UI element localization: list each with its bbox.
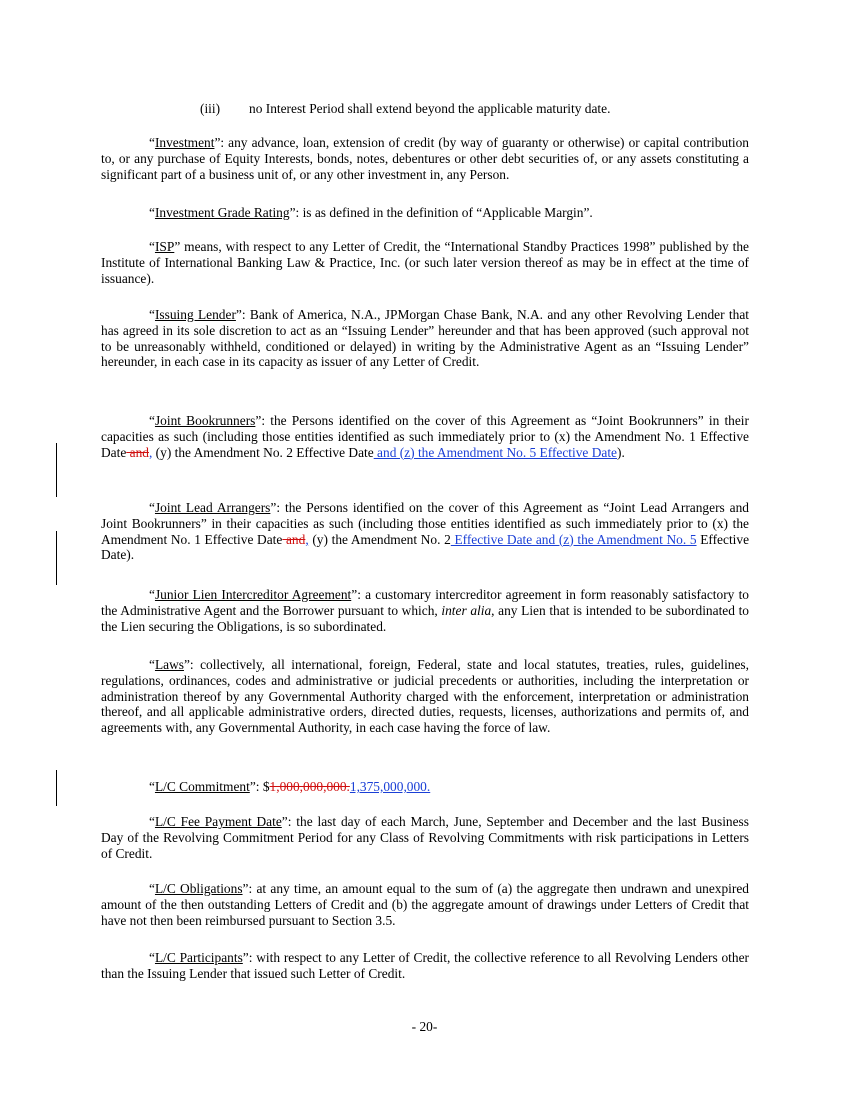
defined-term: ISP bbox=[154, 239, 175, 254]
definition-text: ”: collectively, all international, foreign, Federal, state and local statutes, treaties, rules, guidelines, regulations, ordinances, codes and administrative or judicial precedents or authorities, including the interpretation or administration thereof by any Governmental Authority charged with the enforcement, interpretation or administration thereof, and all applicable administrative orders, directed duties, requests, licenses, authorizations and permits of, and agreements with, any Governmental Authority, in each case having the force of law. bbox=[101, 657, 749, 736]
revision-bar bbox=[56, 443, 57, 497]
inserted-text: and (z) the Amendment No. 5 Effective Date bbox=[373, 444, 618, 460]
definition-text: ”: is as defined in the definition of “Applicable Margin”. bbox=[289, 205, 593, 220]
definition-isp: “ISP” means, with respect to any Letter of Credit, the “International Standby Practices 1998” published by the Institute of International Banking Law & Practice, Inc. (or such later version thereof as may be in effect at the time of issuance). bbox=[101, 239, 749, 286]
deleted-text: and bbox=[282, 531, 306, 547]
definition-joint-bookrunners: “Joint Bookrunners”: the Persons identified on the cover of this Agreement as “Joint Bookrunners” in their capacities as such (including those entities identified as such immediately prior to (x) the Amendment No. 1 Effective Date and, (y) the Amendment No. 2 Effective Date and (z) the Amendment No. 5 Effective Date). bbox=[101, 413, 749, 460]
revision-bar bbox=[56, 770, 57, 806]
page-number: - 20- bbox=[411, 1019, 438, 1034]
deleted-text: and bbox=[126, 444, 149, 460]
definition-text: ”: any advance, loan, extension of credit (by way of guaranty or otherwise) or capital contribution to, or any purchase of Equity Interests, bonds, notes, debentures or other debt securities of, or any assets constituting a significant part of a business unit of, or any other investment in, any Person. bbox=[101, 135, 749, 182]
defined-term: Investment bbox=[154, 135, 215, 150]
clause-number: (iii) bbox=[200, 101, 221, 116]
inserted-text: , bbox=[305, 531, 309, 547]
italic-text: inter alia bbox=[441, 602, 492, 618]
definition-lc-participants: “L/C Participants”: with respect to any Letter of Credit, the collective reference to all Revolving Lenders other than the Issuing Lender that issued such Letter of Credit. bbox=[101, 950, 750, 981]
definition-text: ”: the last day of each March, June, September and December and the last Business Day of the Revolving Commitment Period for any Class of Revolving Commitments with risk participations in Letters of Credit. bbox=[101, 814, 749, 861]
defined-term: Issuing Lender bbox=[154, 307, 236, 322]
revision-bar bbox=[56, 531, 57, 585]
inserted-text: , bbox=[148, 444, 153, 460]
definition-issuing-lender: “Issuing Lender”: Bank of America, N.A., JPMorgan Chase Bank, N.A. and any other Revolving Lender that has agreed in its sole discretion to act as an “Issuing Lender” hereunder and that has been approved (such approval not to be unreasonably withheld, conditioned or delayed) in writing by the Administrative Agent as an “Issuing Lender” hereunder, in each case in its capacity as issuer of any Letter of Credit. bbox=[101, 307, 749, 370]
defined-term: L/C Participants bbox=[154, 950, 243, 965]
definition-investment: “Investment”: any advance, loan, extension of credit (by way of guaranty or otherwise) or capital contribution to, or any purchase of Equity Interests, bonds, notes, debentures or other debt securities of, or any assets constituting a significant part of a business unit of, or any other investment in, any Person. bbox=[101, 135, 749, 182]
defined-term: Investment Grade Rating bbox=[154, 205, 290, 220]
definition-junior-lien-intercreditor-agreement: “Junior Lien Intercreditor Agreement”: a customary intercreditor agreement in form reasonably satisfactory to the Administrative Agent and the Borrower pursuant to which, inter alia, any Lien that is intended to be subordinated to the Lien securing the Obligations, is so subordinated. bbox=[101, 587, 749, 634]
deleted-text: 1,000,000,000. bbox=[269, 779, 350, 794]
definition-joint-lead-arrangers: “Joint Lead Arrangers”: the Persons identified on the cover of this Agreement as “Joint Lead Arrangers and Joint Bookrunners” in their capacities as such (including those entities identified as such immediately prior to (x) the Amendment No. 1 Effective Date and, (y) the Amendment No. 2 Effective Date and (z) the Amendment No. 5 Effective Date). bbox=[101, 500, 750, 563]
defined-term: L/C Fee Payment Date bbox=[154, 814, 282, 829]
clause-iii bbox=[200, 101, 760, 117]
inserted-text: 1,375,000,000. bbox=[349, 779, 431, 794]
inserted-text: Effective Date and (z) the Amendment No. 5 bbox=[450, 531, 697, 547]
definition-investment-grade-rating: “Investment Grade Rating”: is as defined in the definition of “Applicable Margin”. bbox=[149, 205, 593, 220]
definition-lc-commitment: “L/C Commitment”: $1,000,000,000.1,375,000,000. bbox=[149, 779, 431, 794]
defined-term: L/C Commitment bbox=[154, 779, 250, 794]
definition-laws: “Laws”: collectively, all international, foreign, Federal, state and local statutes, treaties, rules, guidelines, regulations, ordinances, codes and administrative or judicial precedents or authorities, including the interpretation or administration thereof by any Governmental Authority charged with the enforcement, interpretation or administration thereof, and all applicable administrative orders, directed duties, requests, licenses, authorizations and permits of, and agreements with, any Governmental Authority, in each case having the force of law. bbox=[101, 657, 749, 736]
definition-lc-fee-payment-date: “L/C Fee Payment Date”: the last day of each March, June, September and December and the last Business Day of the Revolving Commitment Period for any Class of Revolving Commitments with risk participations in Letters of Credit. bbox=[101, 814, 749, 861]
definition-text: ” means, with respect to any Letter of Credit, the “International Standby Practices 1998” published by the Institute of International Banking Law & Practice, Inc. (or such later version thereof as may be in effect at the time of issuance). bbox=[101, 239, 749, 286]
defined-term: Joint Lead Arrangers bbox=[154, 500, 271, 515]
clause-text: no Interest Period shall extend beyond the applicable maturity date. bbox=[249, 101, 611, 116]
defined-term: Junior Lien Intercreditor Agreement bbox=[154, 587, 352, 602]
definition-lc-obligations: “L/C Obligations”: at any time, an amount equal to the sum of (a) the aggregate then undrawn and unexpired amount of the then outstanding Letters of Credit and (b) the aggregate amount of drawings under Letters of Credit that have not then been reimbursed pursuant to Section 3.5. bbox=[101, 881, 749, 928]
defined-term: Laws bbox=[154, 657, 184, 672]
defined-term: Joint Bookrunners bbox=[154, 413, 256, 428]
definition-text: ”: Bank of America, N.A., JPMorgan Chase Bank, N.A. and any other Revolving Lender that has agreed in its sole discretion to act as an “Issuing Lender” hereunder and that has been approved (such approval not to be unreasonably withheld, conditioned or delayed) in writing by the Administrative Agent as an “Issuing Lender” hereunder, in each case in its capacity as issuer of any Letter of Credit. bbox=[101, 307, 749, 370]
defined-term: L/C Obligations bbox=[154, 881, 243, 896]
definition-text: ”: at any time, an amount equal to the sum of (a) the aggregate then undrawn and unexpired amount of the then outstanding Letters of Credit and (b) the aggregate amount of drawings under Letters of Credit that have not then been reimbursed pursuant to Section 3.5. bbox=[101, 881, 749, 928]
definition-text: ”: with respect to any Letter of Credit, the collective reference to all Revolving Lenders other than the Issuing Lender that issued such Letter of Credit. bbox=[101, 950, 750, 981]
